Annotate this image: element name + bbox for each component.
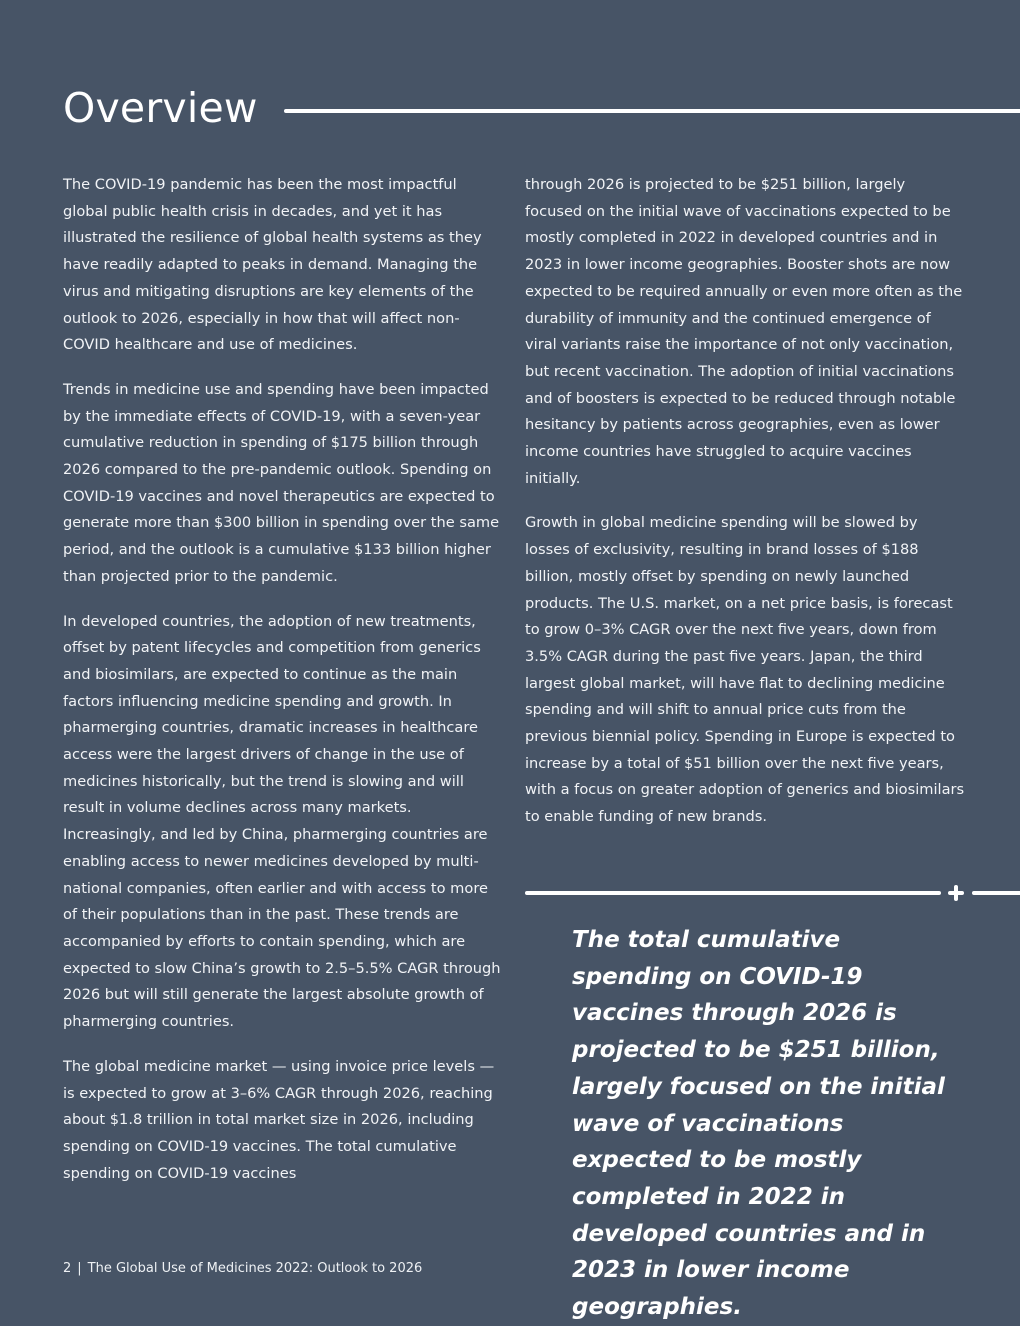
body-paragraph: Growth in global medicine spending will be slowed by losses of exclusivity, resulting in brand losses of $188 billion, mostly offset by spending on newly launched products. The U.S. market, on a net price basis, is forecast to grow 0–3% CAGR over the next five years, down from 3.5% CAGR during the past five years. Japan, the third largest global market, will have flat to declining medicine spending and will shift to annual price cuts from the previous biennial policy. Spending in Europe is expected to increase by a total of $51 billion over the next five years, with a focus on greater adoption of generics and biosimilars to enable funding of new brands. [525, 514, 965, 826]
title-divider [284, 109, 1020, 113]
plus-icon [947, 884, 965, 902]
page-number: 2 [63, 1261, 72, 1276]
left-column [63, 172, 501, 1205]
page-footer [63, 1260, 422, 1278]
right-column [525, 172, 965, 849]
publication-title: The Global Use of Medicines 2022: Outlook to 2026 [87, 1261, 423, 1276]
body-paragraph: In developed countries, the adoption of new treatments, offset by patent lifecycles and competition from generics and biosimilars, are expected to continue as the main factors influencing medicine spending and growth. In pharmerging countries, dramatic increases in healthcare access were the largest drivers of change in the use of medicines historically, but the trend is slowing and will result in volume declines across many markets. Increasingly, and led by China, pharmerging countries are enabling access to newer medicines developed by multi-national companies, often earlier and with access to more of their populations than in the past. These trends are accompanied by efforts to contain spending, which are expected to slow China’s growth to 2.5–5.5% CAGR through 2026 but will still generate the largest absolute growth of pharmerging countries. [63, 612, 501, 1031]
pull-quote-divider-end [972, 891, 1020, 895]
page-title: Overview [63, 84, 258, 132]
pull-quote-divider [525, 891, 941, 895]
body-paragraph: The COVID-19 pandemic has been the most impactful global public health crisis in decades, and yet it has illustrated the resilience of global health systems as they have readily adapted to peaks in demand. Managing the virus and mitigating disruptions are key elements of the outlook to 2026, especially in how that will affect non-COVID healthcare and use of medicines. [63, 176, 482, 354]
footer-separator: | [77, 1261, 82, 1276]
body-paragraph: through 2026 is projected to be $251 billion, largely focused on the initial wave of vaccinations expected to be mostly completed in 2022 in developed countries and in 2023 in lower income geographies. Booster shots are now expected to be required annually or even more often as the durability of immunity and the continued emergence of viral variants raise the importance of not only vaccination, but recent vaccination. The adoption of initial vaccinations and of boosters is expected to be reduced through notable hesitancy by patients across geographies, even as lower income countries have struggled to acquire vaccines initially. [525, 176, 963, 487]
body-paragraph: Trends in medicine use and spending have been impacted by the immediate effects of COVID-19, with a seven-year cumulative reduction in spending of $175 billion through 2026 compared to the pre-pandemic outlook. Spending on COVID-19 vaccines and novel therapeutics are expected to generate more than $300 billion in spending over the same period, and the outlook is a cumulative $133 billion higher than projected prior to the pandemic. [63, 380, 500, 585]
body-paragraph: The global medicine market — using invoice price levels — is expected to grow at 3–6% CAGR through 2026, reaching about $1.8 trillion in total market size in 2026, including spending on COVID-19 vaccines. The total cumulative spending on COVID-19 vaccines [63, 1057, 495, 1182]
pull-quote: The total cumulative spending on COVID-19 vaccines through 2026 is projected to be $251 billion, largely focused on the initial wave of vaccinations expected to be mostly completed in 2022 in developed countries and in 2023 in lower income geographies. [572, 927, 945, 1321]
